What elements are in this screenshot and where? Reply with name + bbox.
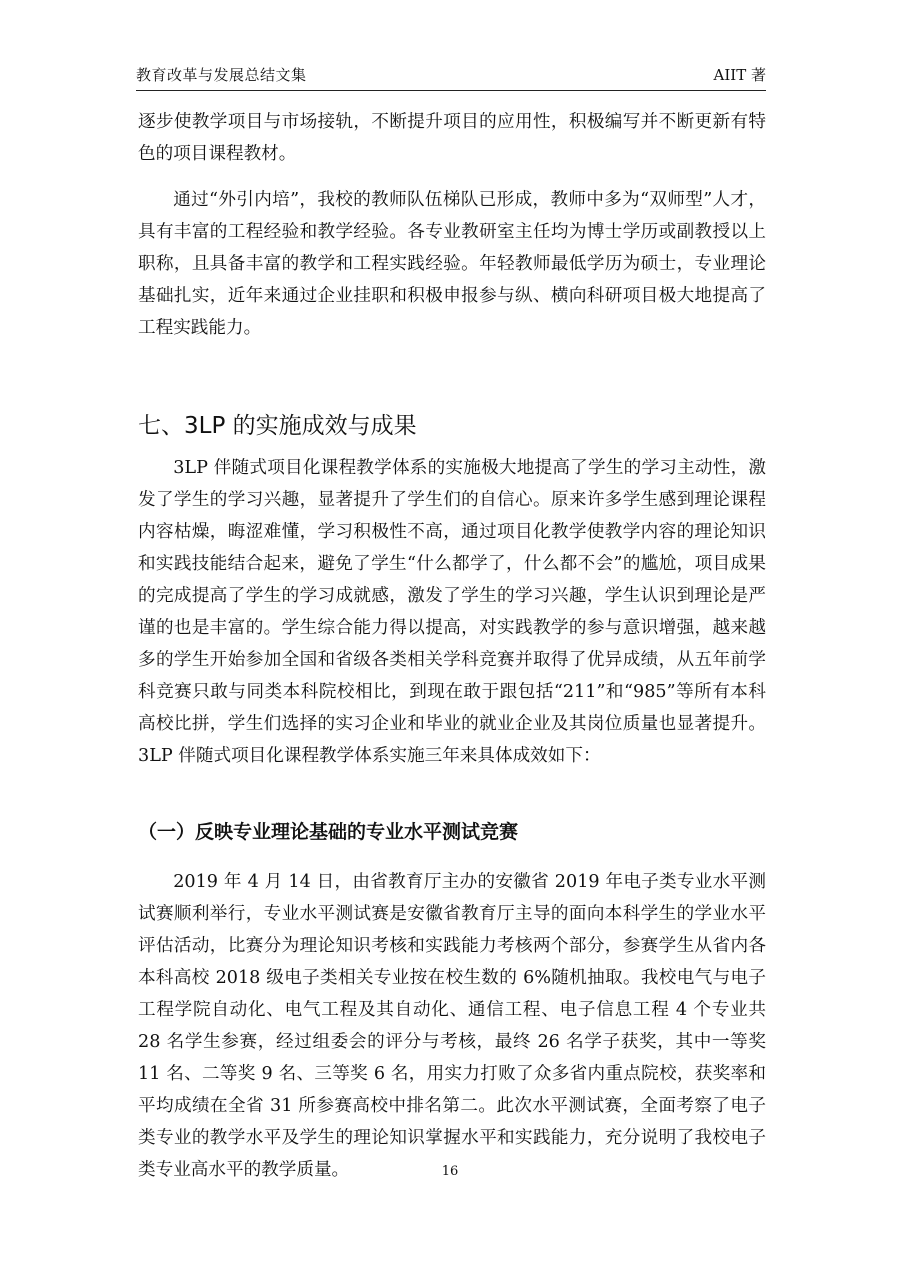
paragraph-continued: 逐步使教学项目与市场接轨，不断提升项目的应用性，积极编写并不断更新有特色的项目课程教材。 <box>138 112 766 164</box>
page-number: 16 <box>441 1164 459 1179</box>
paragraph-teachers: 通过“外引内培”，我校的教师队伍梯队已形成，教师中多为“双师型”人才，具有丰富的工程经验和教学经验。各专业教研室主任均为博士学历或副教授以上职称，且具备丰富的教学和工程实践经验。年轻教师最低学历为硕士，专业理论基础扎实，近年来通过企业挂职和积极申报参与纵、横向科研项目极大地提高了工程实践能力。 <box>138 190 766 338</box>
paragraph-contest: 2019 年 4 月 14 日，由省教育厅主办的安徽省 2019 年电子类专业水平测试赛顺利举行，专业水平测试赛是安徽省教育厅主导的面向本科学生的学业水平评估活动，比赛分为理论知识考核和实践能力考核两个部分，参赛学生从省内各本科高校 2018 级电子类相关专业按在校生数的 6%随机抽取。我校电气与电子工程学院自动化、电气工程及其自动化、通信工程、电子信息工程 4 个专业共 28 名学生参赛，经过组委会的评分与考核，最终 26 名学子获奖，其中一等奖 11 名、二等奖 9 名、三等奖 6 名，用实力打败了众多省内重点院校，获奖率和平均成绩在全省 31 所参赛高校中排名第二。此次水平测试赛，全面考察了电子类专业的教学水平及学生的理论知识掌握水平和实践能力，充分说明了我校电子类专业高水平的教学质量。 <box>138 872 766 1180</box>
page-body <box>138 106 766 1186</box>
header-book-title: 教育改革与发展总结文集 <box>136 66 307 84</box>
section-heading: 七、3LP 的实施成效与成果 <box>138 413 417 439</box>
running-header <box>136 62 766 91</box>
subsection-heading: （一）反映专业理论基础的专业水平测试竞赛 <box>138 821 519 843</box>
paragraph-effects: 3LP 伴随式项目化课程教学体系的实施极大地提高了学生的学习主动性，激发了学生的学习兴趣，显著提升了学生们的自信心。原来许多学生感到理论课程内容枯燥，晦涩难懂，学习积极性不高，通过项目化教学使教学内容的理论知识和实践技能结合起来，避免了学生“什么都学了，什么都不会”的尴尬，项目成果的完成提高了学生的学习成就感，激发了学生的学习兴趣，学生认识到理论是严谨的也是丰富的。学生综合能力得以提高，对实践教学的参与意识增强，越来越多的学生开始参加全国和省级各类相关学科竞赛并取得了优异成绩，从五年前学科竞赛只敢与同类本科院校相比，到现在敢于跟包括“211”和“985”等所有本科高校比拼，学生们选择的实习企业和毕业的就业企业及其岗位质量也显著提升。3LP 伴随式项目化课程教学体系实施三年来具体成效如下： <box>138 458 766 766</box>
header-author: AIIT 著 <box>713 66 766 84</box>
